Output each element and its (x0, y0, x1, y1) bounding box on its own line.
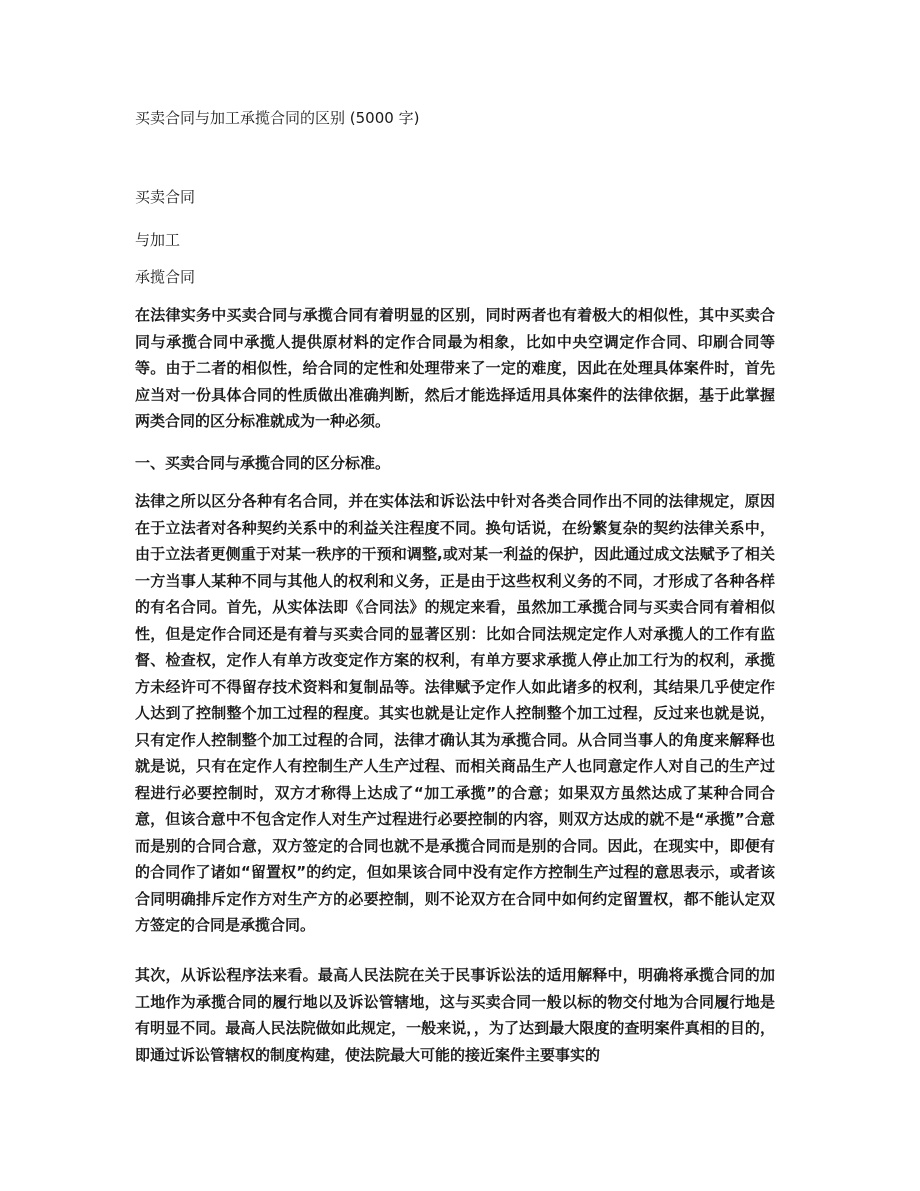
document-title: 买卖合同与加工承揽合同的区别 (5000 字) (135, 109, 420, 127)
paragraph-3: 其次，从诉讼程序法来看。最高人民法院在关于民事诉讼法的适用解释中，明确将承揽合同的加工地作为承揽合同的履行地以及诉讼管辖地，这与买卖合同一般以标的物交付地为合同履行地是有明显不同。最高人民法院做如此规定，一般来说，，为了达到最大限度的查明案件真相的目的，即通过诉讼管辖权的制度构建，使法院最大可能的接近案件主要事实的 (135, 966, 775, 1064)
intro-line-3: 承揽合同 (135, 268, 196, 286)
paragraph-2: 法律之所以区分各种有名合同，并在实体法和诉讼法中针对各类合同作出不同的法律规定，原因在于立法者对各种契约关系中的利益关注程度不同。换句话说，在纷繁复杂的契约法律关系中，由于立法者更侧重于对某一秩序的干预和调整,或对某一利益的保护，因此通过成文法赋予了相关一方当事人某种不同与其他人的权利和义务，正是由于这些权利义务的不同，才形成了各种各样的有名合同。首先，从实体法即《合同法》的规定来看，虽然加工承揽合同与买卖合同有着相似性，但是定作合同还是有着与买卖合同的显著区别：比如合同法规定定作人对承揽人的工作有监督、检查权，定作人有单方改变定作方案的权利，有单方要求承揽人停止加工行为的权利，承揽方未经许可不得留存技术资料和复制品等。法律赋予定作人如此诸多的权利，其结果几乎使定作人达到了控制整个加工过程的程度。其实也就是让定作人控制整个加工过程，反过来也就是说，只有定作人控制整个加工过程的合同，法律才确认其为承揽合同。从合同当事人的角度来解释也就是说，只有在定作人有控制生产人生产过程、而相关商品生产人也同意定作人对自己的生产过程进行必要控制时，双方才称得上达成了“加工承揽”的合意；如果双方虽然达成了某种合同合意，但该合意中不包含定作人对生产过程进行必要控制的内容，则双方达成的就不是“承揽”合意而是别的合同合意，双方签定的合同也就不是承揽合同而是别的合同。因此，在现实中，即便有的合同作了诸如“留置权”的约定，但如果该合同中没有定作方控制生产过程的意思表示，或者该合同明确排斥定作方对生产方的必要控制，则不论双方在合同中如何约定留置权，都不能认定双方签定的合同是承揽合同。 (135, 492, 775, 934)
intro-line-1: 买卖合同 (135, 188, 196, 206)
paragraph-1: 在法律实务中买卖合同与承揽合同有着明显的区别，同时两者也有着极大的相似性，其中买卖合同与承揽合同中承揽人提供原材料的定作合同最为相象，比如中央空调定作合同、印刷合同等等。由于二者的相似性，给合同的定性和处理带来了一定的难度，因此在处理具体案件时，首先应当对一份具体合同的性质做出准确判断，然后才能选择适用具体案件的法律依据，基于此掌握两类合同的区分标准就成为一种必须。 (135, 306, 775, 430)
intro-line-2: 与加工 (135, 231, 181, 249)
section-heading: 一、买卖合同与承揽合同的区分标准。 (135, 454, 391, 472)
